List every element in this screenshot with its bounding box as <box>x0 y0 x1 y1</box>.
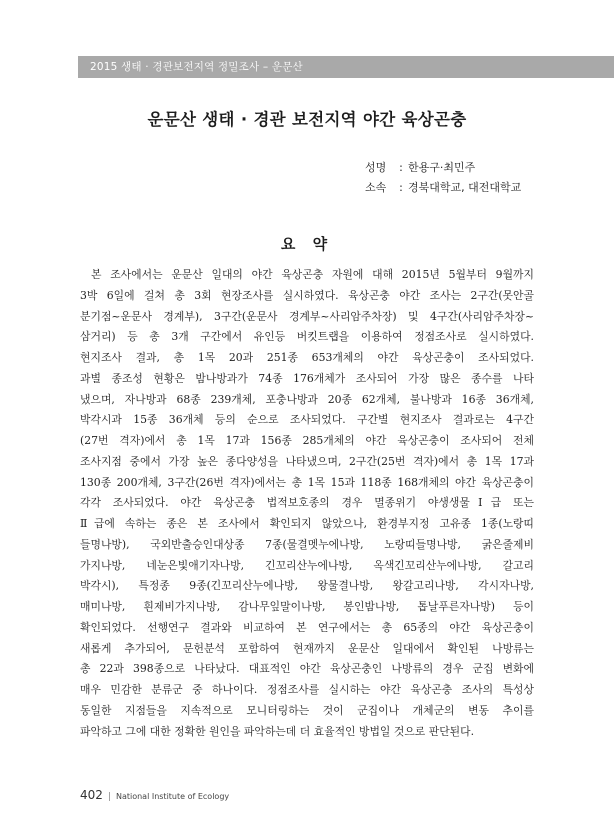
abstract-line: 파악하고 그에 대한 정확한 원인을 파악하는데 더 효율적인 방법일 것으로 판단된다. <box>80 724 475 738</box>
authors-label: 성명 <box>365 161 387 174</box>
abstract-line: 현지조사 결과, 총 1목 20과 251종 653개체의 야간 육상곤충이 조사되었다. <box>80 351 534 364</box>
abstract-heading: 요 약 <box>280 235 334 253</box>
abstract-line: 과별 종조성 현황은 밤나방과가 74종 176개체가 조사되어 가장 많은 종수를 나타 <box>80 371 534 385</box>
abstract-line: 본 조사에서는 운문산 일대의 야간 육상곤충 자원에 대해 2015년 5월부터 9월까지 <box>91 268 534 281</box>
affiliation-value: 경북대학교, 대전대학교 <box>408 181 522 194</box>
journal-name: National Institute of Ecology <box>115 792 230 801</box>
abstract-line: 새롭게 추가되어, 문헌분석 포함하여 현재까지 운문산 일대에서 확인된 나방류는 <box>80 641 534 655</box>
abstract-line: 분기점~운문사 경계부), 3구간(운문사 경계부~사리암주차장) 및 4구간(사리암주차장~ <box>80 309 534 323</box>
page-title: 운문산 생태 · 경관 보전지역 야간 육상곤충 <box>147 110 467 129</box>
abstract-line: (27번 격자)에서 총 1목 17과 156종 285개체의 야간 육상곤충이 조사되어 전체 <box>80 434 534 447</box>
authors-colon: : <box>399 161 403 174</box>
abstract-line: 매우 민감한 분류군 중 하나이다. 정점조사를 실시하는 야간 육상곤충 조사의 특성상 <box>80 683 534 696</box>
authors-row <box>365 159 475 175</box>
abstract-line: 매미나방, 흰제비가지나방, 감나무잎말이나방, 봉인밤나방, 톱날푸른자나방) 등이 <box>80 600 534 613</box>
abstract-line: 박각시), 특정종 9종(긴꼬리산누에나방, 왕물결나방, 왕갈고리나방, 각시자나방, <box>80 579 534 593</box>
footer-separator: | <box>107 792 111 802</box>
abstract-line: 들명나방), 국외반출승인대상종 7종(물결멧누에나방, 노랑띠들명나방, 굵은줄제비 <box>80 537 534 551</box>
running-header <box>78 56 614 78</box>
affiliation-colon: : <box>399 181 403 194</box>
page-number: 402 <box>80 788 103 802</box>
page-footer <box>80 784 229 803</box>
abstract-line: 조사지점 중에서 가장 높은 종다양성을 나타냈으며, 2구간(25번 격자)에서 총 1목 17과 <box>80 454 534 468</box>
abstract-line: 3박 6일에 걸쳐 총 3회 현장조사를 실시하였다. 육상곤충 야간 조사는 2구간(못안골 <box>80 288 534 302</box>
authors-value: 한용구·최민주 <box>408 161 476 174</box>
running-header-text: 2015 생태 · 경관보전지역 정밀조사 – 운문산 <box>90 61 303 73</box>
abstract-line: 동일한 지점들을 지속적으로 모니터링하는 것이 군집이나 개체군의 변동 추이를 <box>80 703 534 717</box>
abstract-line: 삼거리) 등 총 3개 구간에서 유인등 버킷트랩을 이용하여 정점조사로 실시하였다. <box>80 330 534 344</box>
affiliation-label: 소속 <box>365 181 387 194</box>
abstract-line: Ⅱ급에 속하는 종은 본 조사에서 확인되지 않았으나, 환경부지정 고유종 1종(노랑띠 <box>80 517 534 530</box>
abstract-line: 박각시과 15종 36개체 등의 순으로 조사되었다. 구간별 현지조사 결과로는 4구간 <box>80 413 534 427</box>
abstract-line: 130종 200개체, 3구간(26번 격자)에서는 총 1목 15과 118종 168개체의 야간 육상곤충이 <box>80 475 534 489</box>
abstract-line: 가지나방, 네눈은빛애기자나방, 긴꼬리산누에나방, 옥색긴꼬리산누에나방, 갈고리 <box>80 558 534 572</box>
abstract-line: 각각 조사되었다. 야간 육상곤충 법적보호종의 경우 멸종위기 야생생물Ⅰ급 또는 <box>80 496 534 510</box>
abstract-line: 확인되었다. 선행연구 결과와 비교하여 본 연구에서는 총 65종의 야간 육상곤충이 <box>80 620 534 634</box>
abstract-body <box>80 265 534 742</box>
abstract-line: 총 22과 398종으로 나타났다. 대표적인 야간 육상곤충인 나방류의 경우 군집 변화에 <box>80 662 534 676</box>
affiliation-row <box>365 179 521 195</box>
abstract-line: 냈으며, 자나방과 68종 239개체, 포충나방과 20종 62개체, 불나방과 16종 36개체, <box>80 392 534 406</box>
